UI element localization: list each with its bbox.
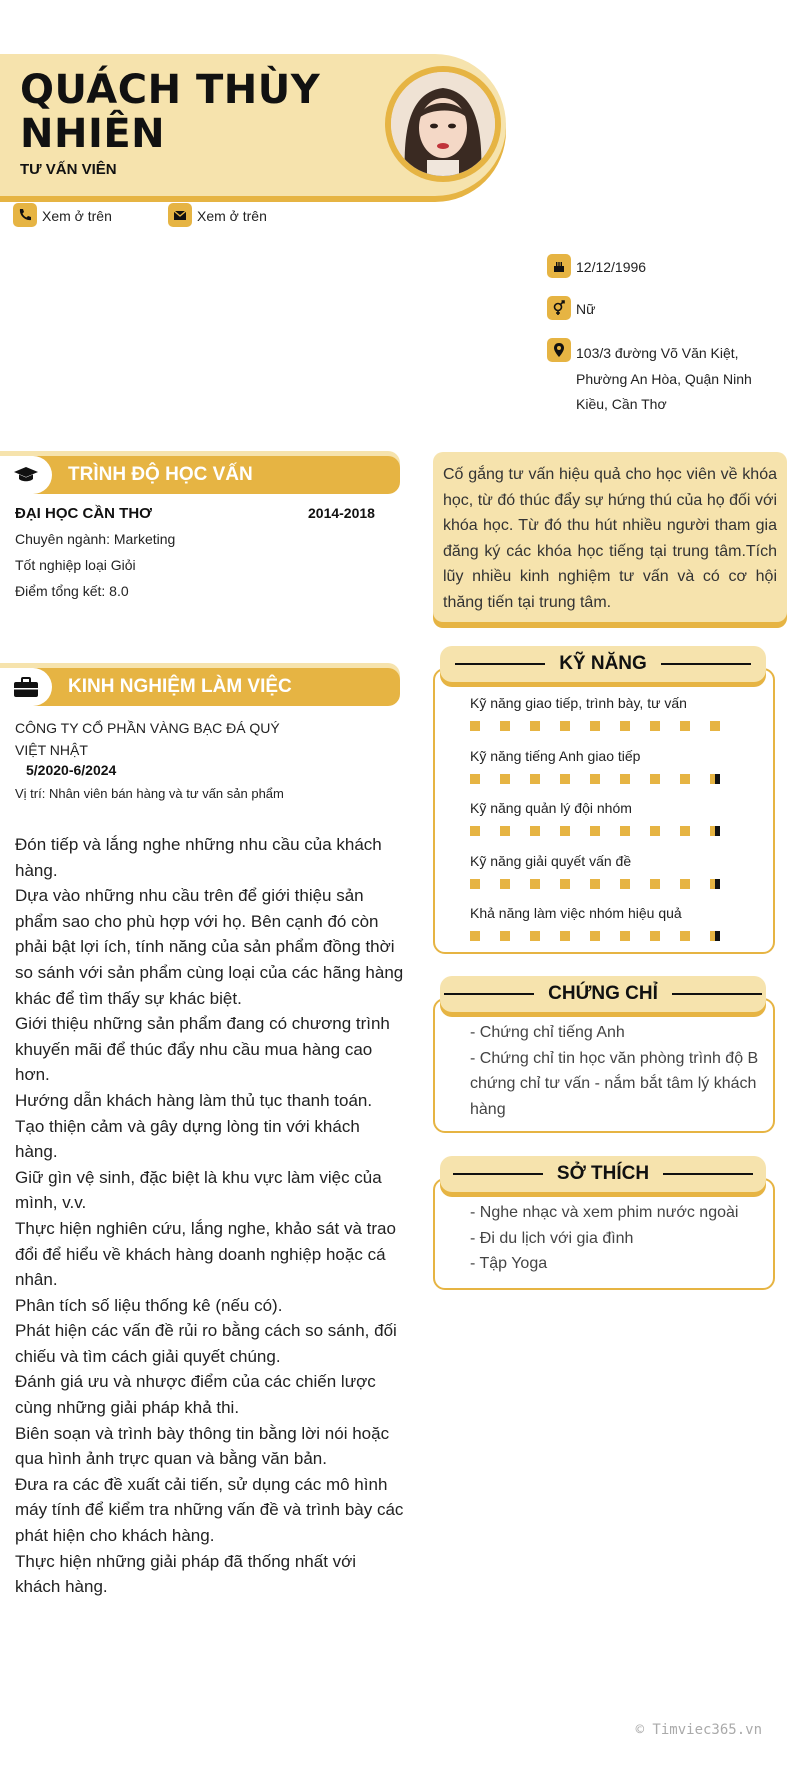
- certificate-item: - Chứng chỉ tiếng Anh: [470, 1024, 625, 1041]
- skill-level-dot: [530, 879, 540, 889]
- skill-level-dot: [710, 879, 720, 889]
- duty-item: Dựa vào những nhu cầu trên để giới thiệu sản phẩm sao cho phù hợp với họ. Bên cạnh đó còn phải bật lợi ích, tính năng của sản phẩm đồng thời so sánh với sản phẩm cùng loại của các hãng hàng khác để tìm thấy sự khác biệt.: [15, 886, 404, 1008]
- certificates-list: [470, 1020, 768, 1122]
- skills-header: [440, 646, 766, 682]
- hobbies-list: [470, 1200, 768, 1277]
- skill-level-dot: [650, 931, 660, 941]
- experience-duties: [15, 832, 405, 1600]
- hobbies-header: [440, 1156, 766, 1192]
- job-title: TƯ VẤN VIÊN: [20, 161, 117, 178]
- skill-level-dot: [560, 879, 570, 889]
- school-name: ĐẠI HỌC CẦN THƠ: [15, 505, 152, 522]
- skill-level-dot: [500, 721, 510, 731]
- gender-value: Nữ: [576, 301, 596, 317]
- name-line-1: QUÁCH THÙY: [20, 67, 321, 113]
- skill-level-meter: [470, 931, 770, 941]
- hobby-item: - Nghe nhạc và xem phim nước ngoài: [470, 1204, 739, 1221]
- skill-level-dot: [560, 721, 570, 731]
- skill-level-dot: [500, 879, 510, 889]
- graduation-cap-icon: [0, 456, 52, 494]
- skill-level-dot: [680, 826, 690, 836]
- skill-level-dot: [620, 826, 630, 836]
- career-objective: Cố gắng tư vấn hiệu quả cho học viên về khóa học, từ đó thúc đẩy sự hứng thú của họ đối với khóa học. Từ đó thu hút nhiều người tham gia đăng ký các khóa học tiếng tại trung tâm.Tích lũy nhiều kinh nghiệm tư vấn và có cơ hội thăng tiến tại trung tâm.: [433, 452, 787, 622]
- skill-name: Kỹ năng giải quyết vấn đề: [470, 852, 632, 869]
- skill-level-dot: [500, 826, 510, 836]
- skill-level-dot: [590, 879, 600, 889]
- skill-level-dot: [470, 931, 480, 941]
- skill-level-meter: [470, 879, 770, 889]
- skill-level-dot: [620, 721, 630, 731]
- company-name: CÔNG TY CỔ PHẦN VÀNG BẠC ĐÁ QUÝ VIỆT NHẬT: [15, 720, 280, 758]
- duty-item: Giữ gìn vệ sinh, đặc biệt là khu vực làm việc của mình, v.v.: [15, 1167, 382, 1213]
- skill-level-dot: [500, 931, 510, 941]
- duty-item: Thực hiện những giải pháp đã thống nhất với khách hàng.: [15, 1551, 357, 1597]
- education-gpa: Điểm tổng kết: 8.0: [15, 583, 129, 599]
- certificate-item: - Chứng chỉ tin học văn phòng trình độ B: [470, 1049, 759, 1067]
- skills-list: [470, 695, 770, 958]
- skill-level-dot: [590, 774, 600, 784]
- skill-level-meter: [470, 721, 770, 731]
- phone-icon: [13, 203, 37, 227]
- email-value: Xem ở trên: [197, 208, 267, 224]
- briefcase-icon: [0, 668, 52, 706]
- skill-level-meter: [470, 826, 770, 836]
- education-years: 2014-2018: [308, 505, 375, 521]
- education-header: [0, 456, 400, 494]
- duty-item: Thực hiện nghiên cứu, lắng nghe, khảo sát và trao đổi để hiểu về khách hàng doanh nghiệp hoặc cá nhân.: [15, 1218, 396, 1290]
- certificate-item: chứng chỉ tư vấn - nắm bắt tâm lý khách: [470, 1075, 757, 1093]
- experience-period: 5/2020-6/2024: [26, 762, 117, 778]
- skill-row: [470, 853, 770, 906]
- skill-level-dot: [530, 826, 540, 836]
- skill-name: Kỹ năng giao tiếp, trình bày, tư vấn: [470, 695, 687, 711]
- education-graduation: Tốt nghiệp loại Giỏi: [15, 557, 136, 573]
- skill-level-dot: [740, 774, 750, 784]
- skill-level-dot: [680, 931, 690, 941]
- skill-level-meter: [470, 774, 770, 784]
- skill-level-dot: [710, 826, 720, 836]
- experience-position: Vị trí: Nhân viên bán hàng và tư vấn sản phẩm: [15, 786, 284, 801]
- skill-level-dot: [590, 931, 600, 941]
- skill-level-dot: [710, 721, 720, 731]
- email-icon: [168, 203, 192, 227]
- duty-item: Đánh giá ưu và nhược điểm của các chiến lược cùng những giải pháp khả thi.: [15, 1372, 376, 1418]
- skill-level-dot: [620, 931, 630, 941]
- skill-name: Kỹ năng tiếng Anh giao tiếp: [470, 747, 641, 764]
- education-title: TRÌNH ĐỘ HỌC VẤN: [68, 464, 253, 485]
- skill-level-dot: [650, 826, 660, 836]
- skill-level-dot: [740, 721, 750, 731]
- portrait-image: [391, 72, 495, 176]
- duty-item: Giới thiệu những sản phẩm đang có chương trình khuyến mãi để thúc đẩy nhu cầu mua hàng cao hơn.: [15, 1014, 390, 1085]
- duty-item: Phát hiện các vấn đề rủi ro bằng cách so sánh, đối chiếu và tìm cách giải quyết chúng.: [15, 1321, 397, 1366]
- skill-level-dot: [710, 774, 720, 784]
- hobby-item: - Đi du lịch với gia đình: [470, 1229, 634, 1247]
- location-pin-icon: [547, 338, 571, 362]
- skill-level-dot: [590, 721, 600, 731]
- skill-row: [470, 905, 770, 958]
- duty-item: Hướng dẫn khách hàng làm thủ tục thanh toán.: [15, 1090, 373, 1110]
- certificates-title: CHỨNG CHỈ: [548, 983, 658, 1004]
- skill-level-dot: [680, 774, 690, 784]
- skill-level-dot: [650, 721, 660, 731]
- skill-level-dot: [470, 826, 480, 836]
- skills-title: KỸ NĂNG: [559, 653, 647, 674]
- candidate-name: [20, 68, 350, 156]
- skill-level-dot: [740, 826, 750, 836]
- skill-level-dot: [620, 774, 630, 784]
- skill-level-dot: [680, 879, 690, 889]
- experience-header: [0, 668, 400, 706]
- name-line-2: NHIÊN: [20, 111, 166, 157]
- duty-item: Tạo thiện cảm và gây dựng lòng tin với khách hàng.: [15, 1116, 360, 1162]
- skill-level-dot: [530, 931, 540, 941]
- duty-item: Biên soạn và trình bày thông tin bằng lời nói hoặc qua hình ảnh trực quan và bằng văn bản.: [15, 1423, 390, 1469]
- birthday-value: 12/12/1996: [576, 259, 647, 275]
- skill-level-dot: [650, 879, 660, 889]
- duty-item: Đón tiếp và lắng nghe những nhu cầu của khách hàng.: [15, 835, 382, 880]
- skill-name: Kỹ năng quản lý đội nhóm: [470, 800, 632, 816]
- hobby-item: - Tập Yoga: [470, 1255, 548, 1273]
- skill-level-dot: [590, 826, 600, 836]
- skill-level-dot: [470, 774, 480, 784]
- certificates-header: [440, 976, 766, 1012]
- duty-item: Đưa ra các đề xuất cải tiến, sử dụng các mô hình máy tính để kiểm tra những vấn đề và trình bày các phát hiện cho khách hàng.: [15, 1474, 404, 1546]
- skill-level-dot: [470, 879, 480, 889]
- hobbies-title: SỞ THÍCH: [556, 1163, 650, 1184]
- skill-row: [470, 748, 770, 801]
- address-value: 103/3 đường Võ Văn Kiệt, Phường An Hòa, Quận Ninh Kiều, Cần Thơ: [576, 345, 752, 413]
- skill-level-dot: [530, 774, 540, 784]
- skill-row: [470, 800, 770, 853]
- skill-level-dot: [470, 721, 480, 731]
- skill-level-dot: [500, 774, 510, 784]
- avatar: [385, 66, 501, 182]
- skill-level-dot: [710, 931, 720, 941]
- skill-level-dot: [680, 721, 690, 731]
- skill-level-dot: [740, 879, 750, 889]
- skill-level-dot: [740, 931, 750, 941]
- phone-value: Xem ở trên: [42, 208, 112, 224]
- skill-level-dot: [530, 721, 540, 731]
- footer-watermark: © Timviec365.vn: [635, 1722, 762, 1738]
- skill-level-dot: [560, 826, 570, 836]
- gender-icon: [547, 296, 571, 320]
- birthday-cake-icon: [547, 254, 571, 278]
- certificate-item: hàng: [470, 1100, 506, 1118]
- education-major: Chuyên ngành: Marketing: [15, 531, 176, 547]
- duty-item: Phân tích số liệu thống kê (nếu có).: [15, 1295, 283, 1315]
- skill-level-dot: [560, 931, 570, 941]
- skill-level-dot: [620, 879, 630, 889]
- skill-level-dot: [560, 774, 570, 784]
- skill-row: [470, 695, 770, 748]
- skill-name: Khả năng làm việc nhóm hiệu quả: [470, 905, 682, 921]
- experience-title: KINH NGHIỆM LÀM VIỆC: [68, 676, 292, 697]
- skill-level-dot: [650, 774, 660, 784]
